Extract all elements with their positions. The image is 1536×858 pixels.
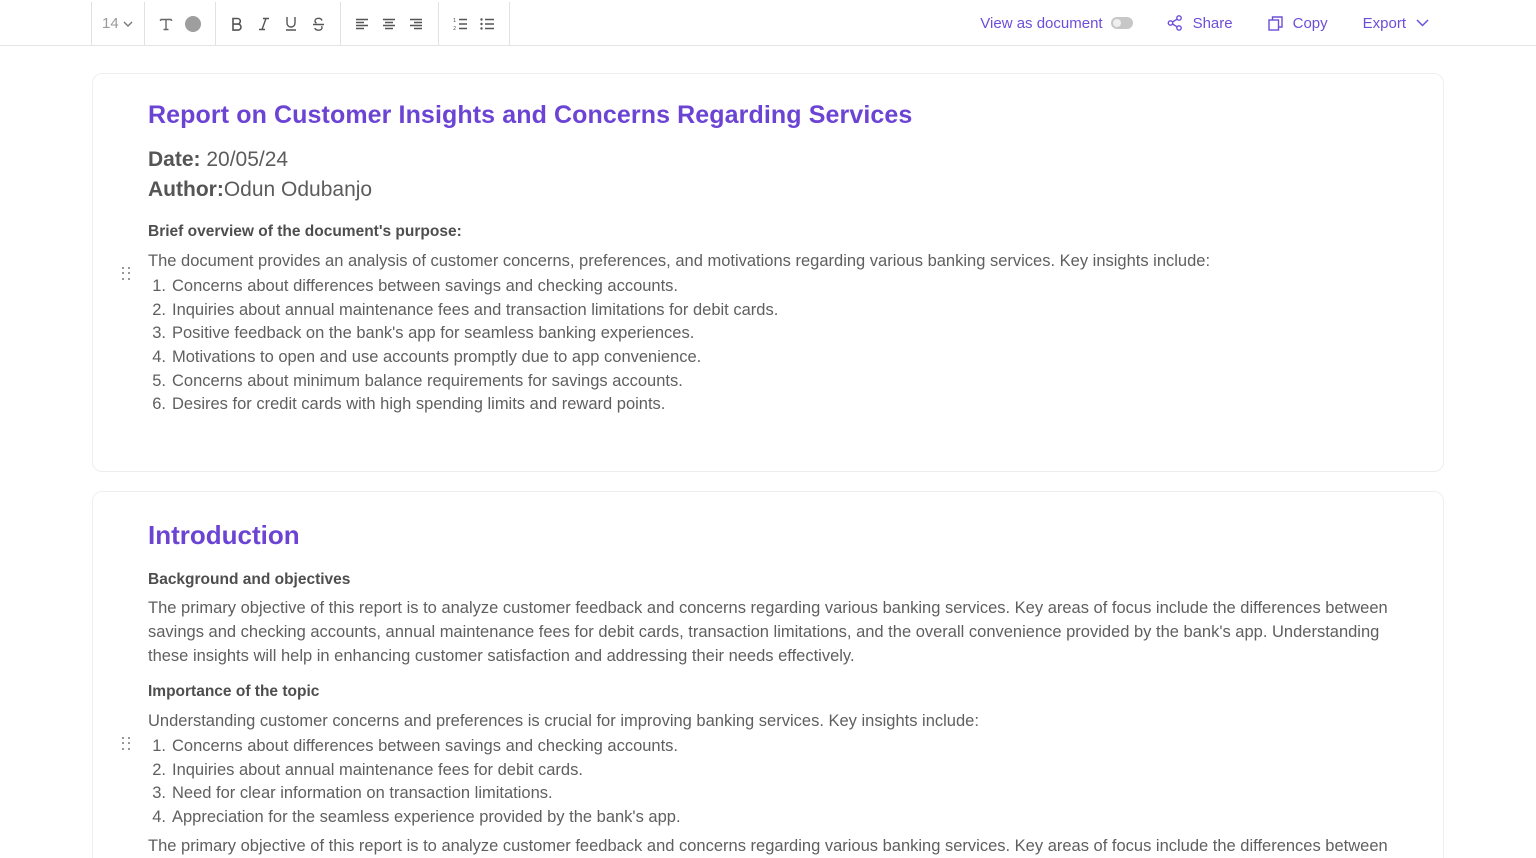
list-item: 5. Concerns about minimum balance requirements for savings accounts. bbox=[152, 371, 683, 390]
italic-icon bbox=[258, 17, 270, 31]
bold-button[interactable] bbox=[224, 10, 251, 38]
text-t-icon bbox=[159, 17, 173, 31]
copy-label: Copy bbox=[1292, 14, 1328, 32]
background-heading: Background and objectives bbox=[148, 571, 351, 588]
date-value: 20/05/24 bbox=[206, 148, 289, 171]
list-item: 3. Need for clear information on transaction limitations. bbox=[152, 784, 553, 803]
chevron-down-icon bbox=[1416, 19, 1429, 27]
export-dropdown[interactable] bbox=[1363, 15, 1429, 32]
report-header-card bbox=[92, 73, 1444, 472]
svg-text:2: 2 bbox=[452, 25, 456, 31]
underline-button[interactable] bbox=[278, 10, 305, 38]
italic-button[interactable] bbox=[251, 10, 278, 38]
toggle-switch[interactable] bbox=[1111, 17, 1133, 29]
importance-text: Understanding customer concerns and preferences is crucial for improving banking services. Key insights include: bbox=[148, 712, 979, 730]
format-group bbox=[215, 2, 340, 45]
align-left-icon bbox=[355, 18, 369, 30]
underline-icon bbox=[285, 16, 297, 31]
bullet-list-icon bbox=[480, 18, 495, 30]
importance-heading: Importance of the topic bbox=[148, 683, 320, 700]
section-title[interactable]: Introduction bbox=[148, 520, 300, 550]
align-center-icon bbox=[382, 18, 396, 30]
drag-handle-icon[interactable] bbox=[122, 737, 132, 751]
ordered-list-icon bbox=[453, 17, 468, 31]
view-as-document-toggle[interactable] bbox=[980, 15, 1132, 32]
view-as-document-label: View as document bbox=[980, 14, 1103, 32]
list-item: 4. Appreciation for the seamless experience provided by the bank's app. bbox=[152, 808, 681, 827]
list-item: 3. Positive feedback on the bank's app for seamless banking experiences. bbox=[152, 324, 695, 343]
insights-list bbox=[148, 275, 778, 417]
overview-text: The document provides an analysis of customer concerns, preferences, and motivations regarding various banking services. Key insights include: bbox=[148, 252, 1211, 270]
share-button[interactable] bbox=[1167, 15, 1233, 32]
svg-text:1: 1 bbox=[452, 17, 456, 24]
strikethrough-button[interactable] bbox=[305, 10, 332, 38]
align-left-button[interactable] bbox=[349, 10, 376, 38]
copy-button[interactable] bbox=[1268, 15, 1328, 32]
importance-list bbox=[148, 735, 681, 830]
text-color-button[interactable] bbox=[180, 10, 207, 38]
share-icon bbox=[1167, 15, 1183, 31]
list-item: 1. Concerns about differences between savings and checking accounts. bbox=[152, 737, 679, 755]
list-item: 2. Inquiries about annual maintenance fees and transaction limitations for debit cards. bbox=[152, 300, 779, 319]
report-author bbox=[148, 178, 372, 202]
bullet-list-button[interactable] bbox=[474, 10, 501, 38]
list-item: 1. Concerns about differences between savings and checking accounts. bbox=[152, 277, 679, 295]
list-item: 4. Motivations to open and use accounts promptly due to app convenience. bbox=[152, 348, 702, 367]
list-item: 6. Desires for credit cards with high spending limits and reward points. bbox=[152, 395, 666, 414]
editor-toolbar bbox=[0, 0, 1536, 46]
list-group bbox=[438, 2, 510, 45]
report-date bbox=[148, 148, 288, 172]
align-group bbox=[340, 2, 438, 45]
bold-icon bbox=[231, 17, 243, 31]
text-style-group bbox=[144, 2, 215, 45]
list-item: 2. Inquiries about annual maintenance fees for debit cards. bbox=[152, 760, 583, 779]
author-value: Odun Odubanjo bbox=[223, 178, 373, 201]
date-label: Date: bbox=[148, 148, 201, 171]
copy-icon bbox=[1268, 16, 1283, 31]
font-size-value: 14 bbox=[102, 15, 119, 32]
chevron-down-icon bbox=[123, 21, 133, 27]
font-size-group bbox=[91, 2, 144, 45]
align-right-icon bbox=[409, 18, 423, 30]
report-title[interactable]: Report on Customer Insights and Concerns Regarding Services bbox=[148, 101, 913, 129]
document-actions bbox=[980, 0, 1536, 46]
background-text: The primary objective of this report is to analyze customer feedback and concerns regarding various banking services. Key areas of focus include the differences between savings and checking accounts, annual maintenance fees for debit cards, transaction limitations, and the overall convenience provided by the bank's app. Understanding these insights will help in enhancing customer satisfaction and addressing their needs effectively. bbox=[148, 599, 1388, 665]
text-type-button[interactable] bbox=[153, 10, 180, 38]
overview-heading: Brief overview of the document's purpose: bbox=[148, 223, 462, 240]
font-size-select[interactable] bbox=[100, 15, 136, 32]
export-label: Export bbox=[1362, 14, 1406, 32]
align-center-button[interactable] bbox=[376, 10, 403, 38]
trailing-text: The primary objective of this report is to analyze customer feedback and concerns regarding various banking services. Key areas of focus include the differences between bbox=[148, 837, 1388, 855]
share-label: Share bbox=[1192, 14, 1233, 32]
color-swatch-icon bbox=[185, 16, 201, 32]
introduction-card bbox=[92, 491, 1444, 858]
strikethrough-icon bbox=[312, 17, 325, 31]
formatting-toolbar bbox=[91, 2, 510, 45]
align-right-button[interactable] bbox=[403, 10, 430, 38]
ordered-list-button[interactable] bbox=[447, 10, 474, 38]
drag-handle-icon[interactable] bbox=[122, 267, 132, 281]
author-label: Author: bbox=[148, 178, 224, 201]
